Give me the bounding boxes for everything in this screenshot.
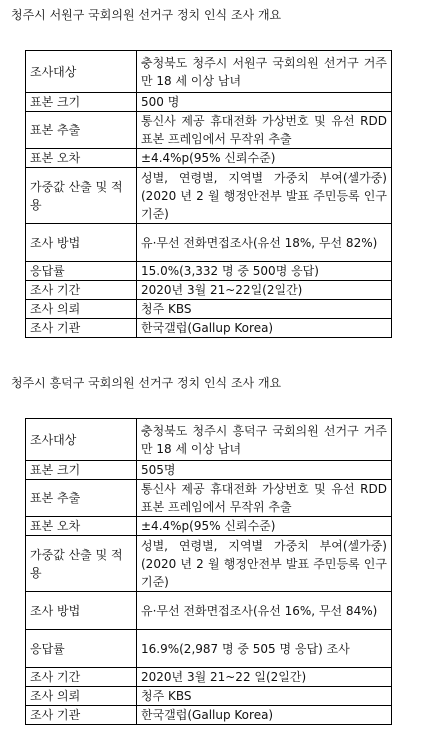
row-label: 가중값 산출 및 적용 — [26, 536, 137, 592]
table-row — [26, 517, 392, 536]
table-row — [26, 168, 392, 224]
table-row — [26, 112, 392, 149]
row-label: 표본 추출 — [26, 112, 137, 149]
row-label: 조사 기관 — [26, 706, 137, 725]
table-row — [26, 224, 392, 262]
row-value: 통신사 제공 휴대전화 가상번호 및 유선 RDD 표본 프레임에서 무작위 추출 — [137, 480, 392, 517]
table-row — [26, 536, 392, 592]
survey-table-seowon — [25, 50, 392, 338]
row-label: 표본 오차 — [26, 517, 137, 536]
row-label: 조사 의뢰 — [26, 300, 137, 319]
row-value: 청주 KBS — [137, 300, 392, 319]
row-value: 500 명 — [137, 93, 392, 112]
table-row — [26, 668, 392, 687]
row-value: 충청북도 청주시 흥덕구 국회의원 선거구 거주 만 18 세 이상 남녀 — [137, 419, 392, 461]
table-row — [26, 319, 392, 338]
row-value: 한국갤럽(Gallup Korea) — [137, 706, 392, 725]
row-value: 16.9%(2,987 명 중 505 명 응답) 조사 — [137, 630, 392, 668]
row-value: 505명 — [137, 461, 392, 480]
row-label: 표본 추출 — [26, 480, 137, 517]
row-label: 조사 기간 — [26, 281, 137, 300]
row-label: 조사 의뢰 — [26, 687, 137, 706]
row-value: 성별, 연령별, 지역별 가중치 부여(셀가중) (2020 년 2 월 행정안전부 발표 주민등록 인구 기준) — [137, 536, 392, 592]
row-value: 유·무선 전화면접조사(유선 18%, 무선 82%) — [137, 224, 392, 262]
row-value: 유·무선 전화면접조사(유선 16%, 무선 84%) — [137, 592, 392, 630]
row-label: 표본 크기 — [26, 93, 137, 112]
row-value: 청주 KBS — [137, 687, 392, 706]
survey-title-heungdeok: 청주시 흥덕구 국회의원 선거구 정치 인식 조사 개요 — [11, 376, 282, 390]
row-value: ±4.4%p(95% 신뢰수준) — [137, 149, 392, 168]
row-value: 2020년 3월 21~22 일(2일간) — [137, 668, 392, 687]
table-row — [26, 51, 392, 93]
table-row — [26, 630, 392, 668]
table-row — [26, 149, 392, 168]
row-label: 조사 기관 — [26, 319, 137, 338]
row-label: 응답률 — [26, 262, 137, 281]
row-value: 15.0%(3,332 명 중 500명 응답) — [137, 262, 392, 281]
row-value: ±4.4%p(95% 신뢰수준) — [137, 517, 392, 536]
survey-title-seowon: 청주시 서원구 국회의원 선거구 정치 인식 조사 개요 — [11, 8, 282, 22]
row-label: 조사대상 — [26, 51, 137, 93]
row-label: 조사 방법 — [26, 592, 137, 630]
table-row — [26, 687, 392, 706]
row-label: 조사 방법 — [26, 224, 137, 262]
table-row — [26, 480, 392, 517]
table-row — [26, 93, 392, 112]
table-row — [26, 461, 392, 480]
row-value: 통신사 제공 휴대전화 가상번호 및 유선 RDD 표본 프레임에서 무작위 추출 — [137, 112, 392, 149]
table-row — [26, 706, 392, 725]
table-row — [26, 300, 392, 319]
table-row — [26, 262, 392, 281]
table-row — [26, 419, 392, 461]
row-label: 가중값 산출 및 적용 — [26, 168, 137, 224]
row-label: 조사대상 — [26, 419, 137, 461]
row-value: 충청북도 청주시 서원구 국회의원 선거구 거주 만 18 세 이상 남녀 — [137, 51, 392, 93]
row-label: 조사 기간 — [26, 668, 137, 687]
row-value: 성별, 연령별, 지역별 가중치 부여(셀가중) (2020 년 2 월 행정안전부 발표 주민등록 인구 기준) — [137, 168, 392, 224]
survey-table-heungdeok — [25, 418, 392, 725]
row-label: 표본 크기 — [26, 461, 137, 480]
row-label: 응답률 — [26, 630, 137, 668]
row-value: 2020년 3월 21~22일(2일간) — [137, 281, 392, 300]
table-row — [26, 281, 392, 300]
row-label: 표본 오차 — [26, 149, 137, 168]
table-row — [26, 592, 392, 630]
row-value: 한국갤럽(Gallup Korea) — [137, 319, 392, 338]
